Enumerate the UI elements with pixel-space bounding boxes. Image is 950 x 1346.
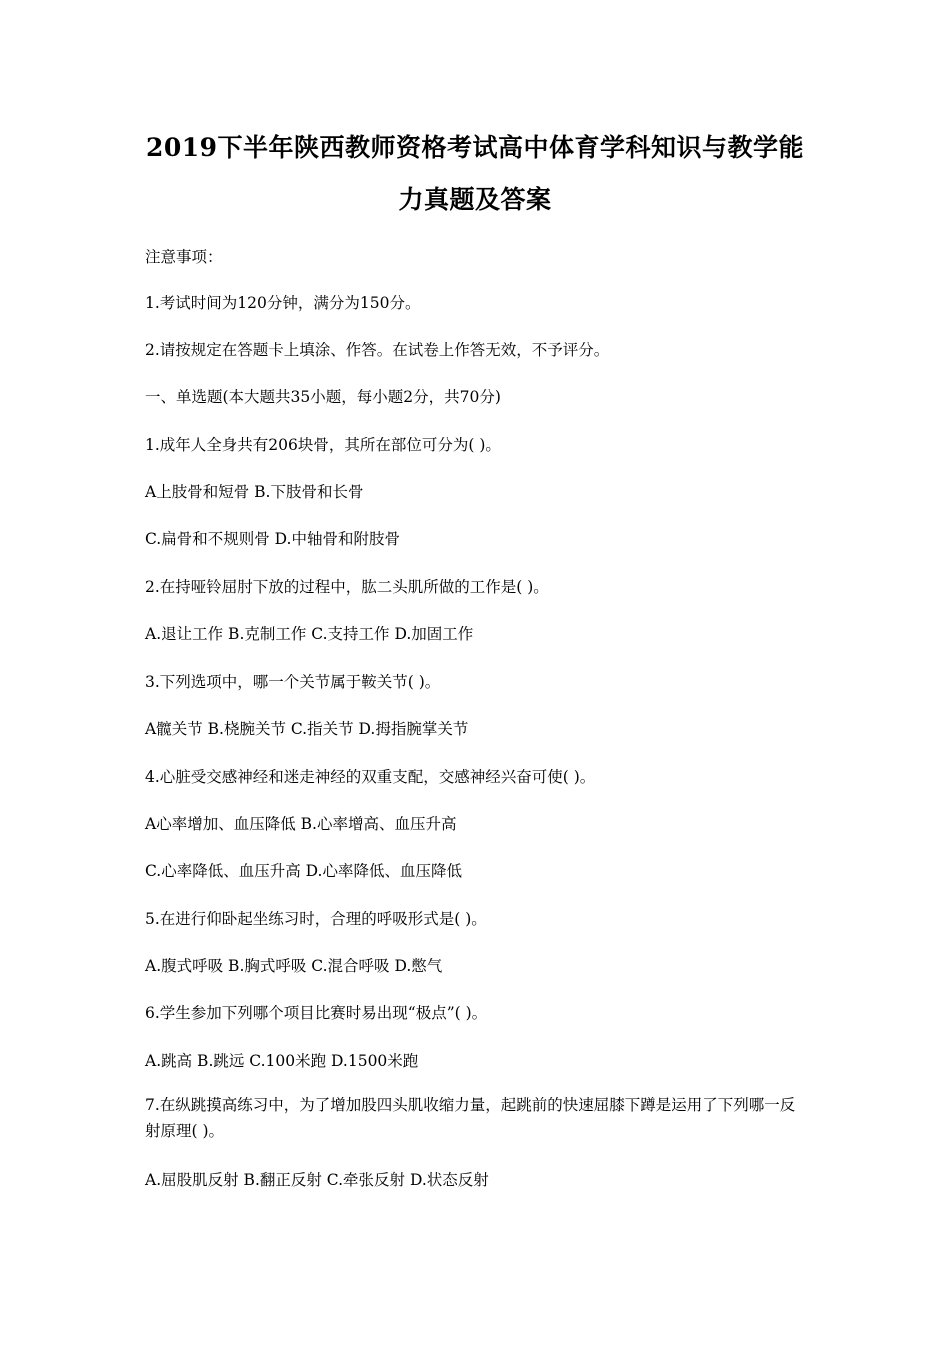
question-stem: 3.下列选项中，哪一个关节属于鞍关节( )。 [145,673,441,691]
question-options: A.跳高 B.跳远 C.100米跑 D.1500米跑 [145,1052,419,1070]
question-options: A上肢骨和短骨 B.下肢骨和长骨 [145,483,364,501]
question-options: A髋关节 B.桡腕关节 C.指关节 D.拇指腕掌关节 [145,720,469,738]
notice-item: 1.考试时间为120分钟，满分为150分。 [145,294,421,312]
question-options: A.退让工作 B.克制工作 C.支持工作 D.加固工作 [145,625,474,643]
question-stem: 5.在进行仰卧起坐练习时，合理的呼吸形式是( )。 [145,910,487,928]
question-options: C.扁骨和不规则骨 D.中轴骨和附肢骨 [145,530,400,548]
question-stem: 6.学生参加下列哪个项目比赛时易出现“极点”( )。 [145,1004,488,1022]
question-options: A.腹式呼吸 B.胸式呼吸 C.混合呼吸 D.憋气 [145,957,443,975]
question-stem: 4.心脏受交感神经和迷走神经的双重支配，交感神经兴奋可使( )。 [145,768,596,786]
question-options: C.心率降低、血压升高 D.心率降低、血压降低 [145,862,462,880]
question-stem: 1.成年人全身共有206块骨，其所在部位可分为( )。 [145,436,501,454]
notice-item: 2.请按规定在答题卡上填涂、作答。在试卷上作答无效，不予评分。 [145,341,610,359]
question-stem: 7.在纵跳摸高练习中，为了增加股四头肌收缩力量，起跳前的快速屈膝下蹲是运用了下列哪一反射原理( )。 [145,1096,796,1140]
document-title-line-1: 2019下半年陕西教师资格考试高中体育学科知识与教学能 [145,133,805,162]
notice-heading: 注意事项： [145,248,223,266]
document-title-line-2: 力真题及答案 [398,185,552,214]
question-options: A.屈股肌反射 B.翻正反射 C.牵张反射 D.状态反射 [145,1171,489,1189]
question-options: A心率增加、血压降低 B.心率增高、血压升高 [145,815,457,833]
question-stem: 2.在持哑铃屈肘下放的过程中，肱二头肌所做的工作是( )。 [145,578,549,596]
section-heading: 一、单选题(本大题共35小题，每小题2分，共70分) [145,388,501,406]
